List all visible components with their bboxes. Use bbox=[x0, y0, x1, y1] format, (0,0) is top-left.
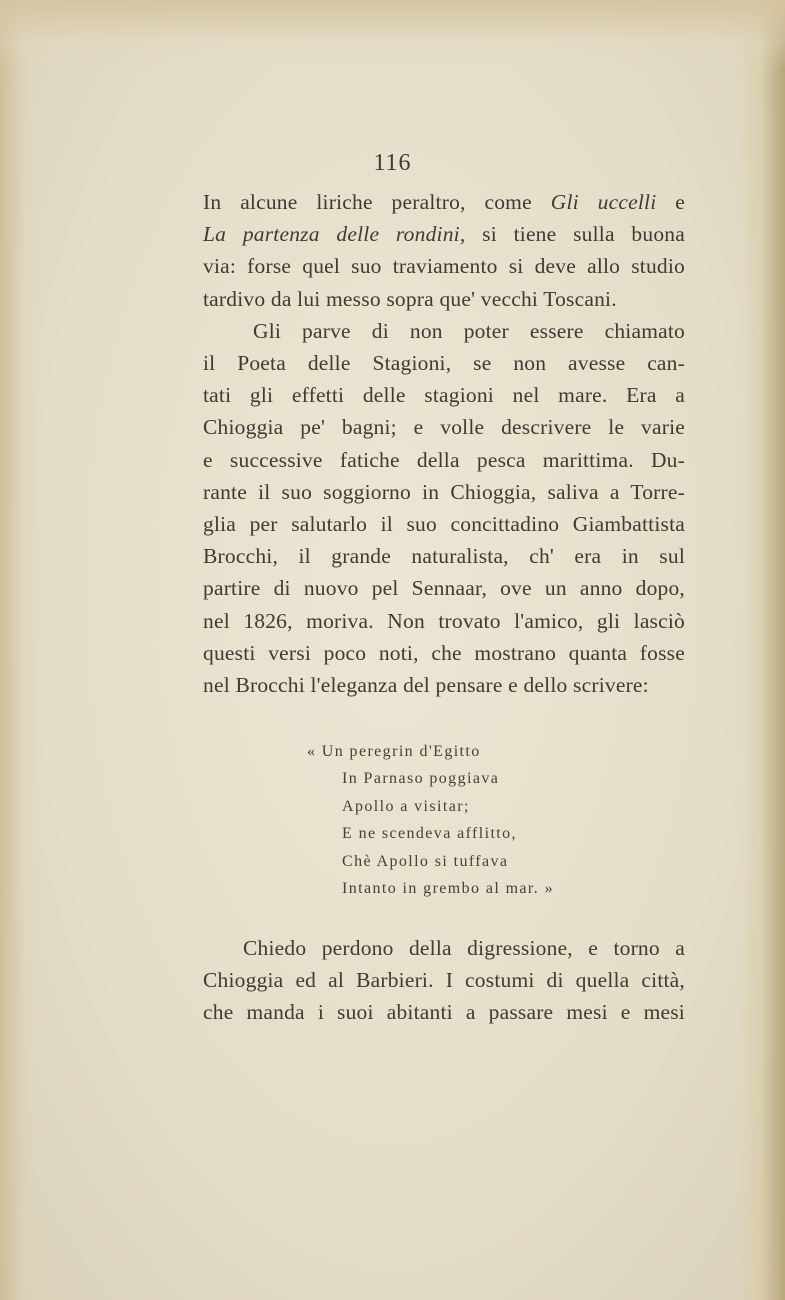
text-line: nel 1826, moriva. Non trovato l'amico, gli lasciò bbox=[203, 608, 685, 633]
verse-line: In Parnaso poggiava bbox=[342, 770, 500, 788]
verse-line: Apollo a visitar; bbox=[342, 797, 470, 815]
text-line: partire di nuovo pel Sennaar, ove un anno dopo, bbox=[203, 576, 685, 601]
text-line: via: forse quel suo traviamento si deve allo studio bbox=[203, 254, 685, 279]
text-line: tardivo da lui messo sopra que' vecchi Toscani. bbox=[203, 286, 617, 311]
page-edge-shadow-left bbox=[0, 0, 40, 1300]
text-line: questi versi poco noti, che mostrano quanta fosse bbox=[203, 640, 685, 665]
text-line: In alcune liriche peraltro, come Gli uccelli e bbox=[203, 190, 685, 214]
text-line: Gli parve di non poter essere chiamato bbox=[253, 318, 685, 343]
text-line: nel Brocchi l'eleganza del pensare e dello scrivere: bbox=[203, 673, 649, 698]
paragraph-bottom bbox=[203, 932, 685, 1029]
italic-title: Gli uccelli bbox=[550, 190, 657, 214]
verse-line: Intanto in grembo al mar. » bbox=[342, 880, 554, 898]
quoted-verse bbox=[307, 738, 554, 902]
text-line: La partenza delle rondini, si tiene sulla buona bbox=[203, 222, 685, 247]
text-line: Chioggia ed al Barbieri. I costumi di quella città, bbox=[203, 968, 685, 993]
text-line: Brocchi, il grande naturalista, ch' era in sul bbox=[203, 544, 685, 569]
text-line: glia per salutarlo il suo concittadino Giambattista bbox=[203, 512, 685, 537]
italic-title: La partenza delle rondini, bbox=[203, 222, 466, 247]
page-edge-shadow-right bbox=[740, 0, 785, 1300]
text-line: Chiedo perdono della digressione, e torno a bbox=[243, 936, 685, 960]
text-line: e successive fatiche della pesca marittima. Du- bbox=[203, 447, 685, 472]
paragraph-top bbox=[203, 186, 685, 701]
verse-line: Chè Apollo si tuffava bbox=[342, 852, 509, 870]
text-line: tati gli effetti delle stagioni nel mare. Era a bbox=[203, 383, 685, 408]
page-number: 116 bbox=[373, 150, 412, 176]
page-edge-shadow-top bbox=[0, 0, 785, 70]
text-line: il Poeta delle Stagioni, se non avesse can- bbox=[203, 351, 685, 376]
text-line: che manda i suoi abitanti a passare mesi e mesi bbox=[203, 1000, 685, 1025]
text-line: rante il suo soggiorno in Chioggia, saliva a Torre- bbox=[203, 479, 685, 504]
verse-line: « Un peregrin d'Egitto bbox=[307, 743, 481, 760]
verse-line: E ne scendeva afflitto, bbox=[342, 825, 517, 843]
text-line: Chioggia pe' bagni; e volle descrivere le varie bbox=[203, 415, 685, 440]
